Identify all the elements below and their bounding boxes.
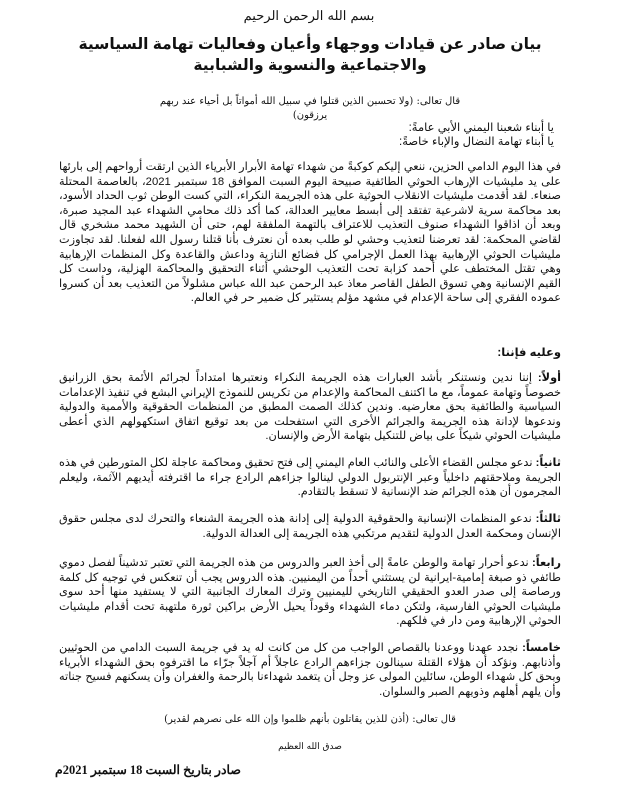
- item-label: ثانياً:: [535, 457, 561, 469]
- resolution-item-fourth: [59, 556, 561, 629]
- address-block: [278, 121, 618, 149]
- closing-quran-quote: قال تعالى: (أذن للذين يقاتلون بأنهم ظلموا وإن الله على نصرهم لقدير): [164, 714, 456, 725]
- document-title: بيان صادر عن قيادات ووجهاء وأعيان وفعاليات تهامة السياسية والاجتماعية والنسوية والشبابية: [78, 36, 542, 74]
- sadaq-allah-closing: صدق الله العظيم: [278, 742, 342, 752]
- item-label: رابعاً:: [532, 557, 561, 569]
- item-label: ثالثاً:: [535, 513, 561, 525]
- resolution-item-fifth: [59, 641, 561, 699]
- resolution-item-third: [59, 512, 561, 541]
- item-text: إننا ندين ونستنكر بأشد العبارات هذه الجريمة النكراء ونعتبرها امتداداً لجرائم الأئمة بحق الزرانيق خصوصاً وتهامة عموماً، مع ما اكتنف المحاكمة والإعدام من تكريس للنموذج الإيراني البشع في تنفيذ الإعدامات السياسية والطائفية بحق معارضيه. وندين كذلك الصمت المطبق من المنظمات الحقوقية والأممية والدولية وندعوها لإدانة هذه الجريمة والجرائم الأخرى التي استفحلت من بعد توقيع اتفاق استكهولهم الذي أعطى مليشيات الحوثي شيكاً على بياض للتنكيل بتهامة الأرض والإنسان.: [59, 372, 561, 443]
- resolution-item-first: [59, 371, 561, 444]
- resolution-heading: وعليه فإننا:: [497, 347, 561, 359]
- opening-quran-quote: قال تعالى: (ولا تحسبن الذين قتلوا في سبيل الله أمواتاً بل أحياء عند ربهم يرزقون): [159, 96, 461, 121]
- item-text: ندعو أحرار تهامة والوطن عامةً إلى أخذ العبر والدروس من هذه الجريمة التي تعتبر تدشيناً لفصل دموي طائفي ذو صبغة إمامية-ايرانية لن يستثني أحداً من اليمنيين. هذه الدروس يجب أن تنعكس في توجيه كل كلمة ورصاصة إلى صدر العدو الحقيقي التاريخي لليمنيين وترك المعارك الجانبية التي لا يستفيد منها أحد سوى مليشيات الحوثي الفارسية، ولتكن دماء الشهداء وقوداً يحيل الأرض براكين ثورة ملتهبة تحت أقدام مليشيات الحوثي الإرهابية ومن دار في فلكهم.: [59, 557, 561, 628]
- item-label: خامساً:: [522, 642, 561, 654]
- item-label: أولاً:: [537, 372, 561, 384]
- basmala: بسم الله الرحمن الرحيم: [243, 9, 375, 24]
- address-line-tihama: يا أبناء تهامة النضال والإباء خاصةً:: [399, 136, 554, 148]
- issue-date: صادر بتاريخ السبت 18 سبتمبر 2021م: [55, 763, 241, 777]
- item-text: نجدد عهدنا ووعدنا بالقصاص الواجب من كل من كانت له يد في جريمة السبت الدامي من الحوثيين وأذنابهم. ونؤكد أن هؤلاء القتلة سينالون جزاءهم الرادع عاجلاً أم آجلاً جرّاء ما اقترفوه بحق الشهداء الأبرياء وبحق كل شهداء الوطن، سائلين المولى عز وجل أن يتغمد شهداءنا بالرحمة والغفران وأن يسكنهم فسيح جناته وأن يلهم أهلهم وذويهم الصبر والسلوان.: [59, 642, 561, 698]
- resolution-item-second: [59, 456, 561, 500]
- item-text: ندعو المنظمات الإنسانية والحقوقية الدولية إلى إدانة هذه الجريمة الشنعاء والتحرك لدى مجلس حقوق الإنسان ومحكمة العدل الدولية لتقديم مرتكبي هذه الجريمة إلى العدالة الدولية.: [59, 513, 561, 540]
- item-text: ندعو مجلس القضاء الأعلى والنائب العام اليمني إلى فتح تحقيق ومحاكمة عاجلة لكل المتورطين في هذه الجريمة وملاحقتهم داخلياً وعبر الإنتربول الدولي لينالوا جزاءهم الرادع جراء ما اقترفته أيديهم الآثمة، وليعلم المجرمون أن هذه الجرائم ضد الإنسانية لا تسقط بالتقادم.: [59, 457, 561, 499]
- address-line-general: يا أبناء شعبنا اليمني الأبي عامةً:: [408, 122, 554, 134]
- intro-paragraph: في هذا اليوم الدامي الحزين، ننعي إليكم كوكبةً من شهداء تهامة الأبرار الأبرياء الذين ارتقت أرواحهم إلى بارئها على يد مليشيات الإرهاب الحوثي الطائفية صبيحة اليوم السبت الموافق 18 سبتمبر 2021، بالعاصمة المحتلة صنعاء. لقد أقدمت مليشيات الانقلاب الحوثية على هذه الجريمة النكراء، التي كست الوطن ثوب الحداد الأسود، بعد محاكمة سرية لاشرعية تفتقد إلى أبسط معايير العدالة، كما أكد ذلك محامي الشهداء عبد المجيد صبرة، وبعد أن اذاقوا الشهداء صنوف التعذيب للاعتراف بالتهمة الملفقة لهم، حتى أن الشهيد محمد مشخري قال لقاضي المحكمة: لقد تعرضنا لتعذيب وحشي لو طلب بعده أن نعترف بأنا قتلنا رسول الله لفعلنا. لقد تجاوزت مليشيات الحوثي الإرهابية بهذا العمل الإجرامي كل فضائع النازية وداعش والقاعدة وكل المنظمات الإرهابية وهي تقتل المختطف علي أحمد كزابة تحت التعذيب الوحشي أثناء التحقيق والمحاكمة الهزلية، وداست كل القيم الإنسانية وهي تسوق الطفل القاصر معاذ عبد الرحمن عبد الله عباس مشلولاً من التعذيب بعد أن كسروا عموده الفقري إلى ساحة الإعدام في مشهد مؤلم يستثير كل ضمير حر في العالم.: [59, 161, 562, 305]
